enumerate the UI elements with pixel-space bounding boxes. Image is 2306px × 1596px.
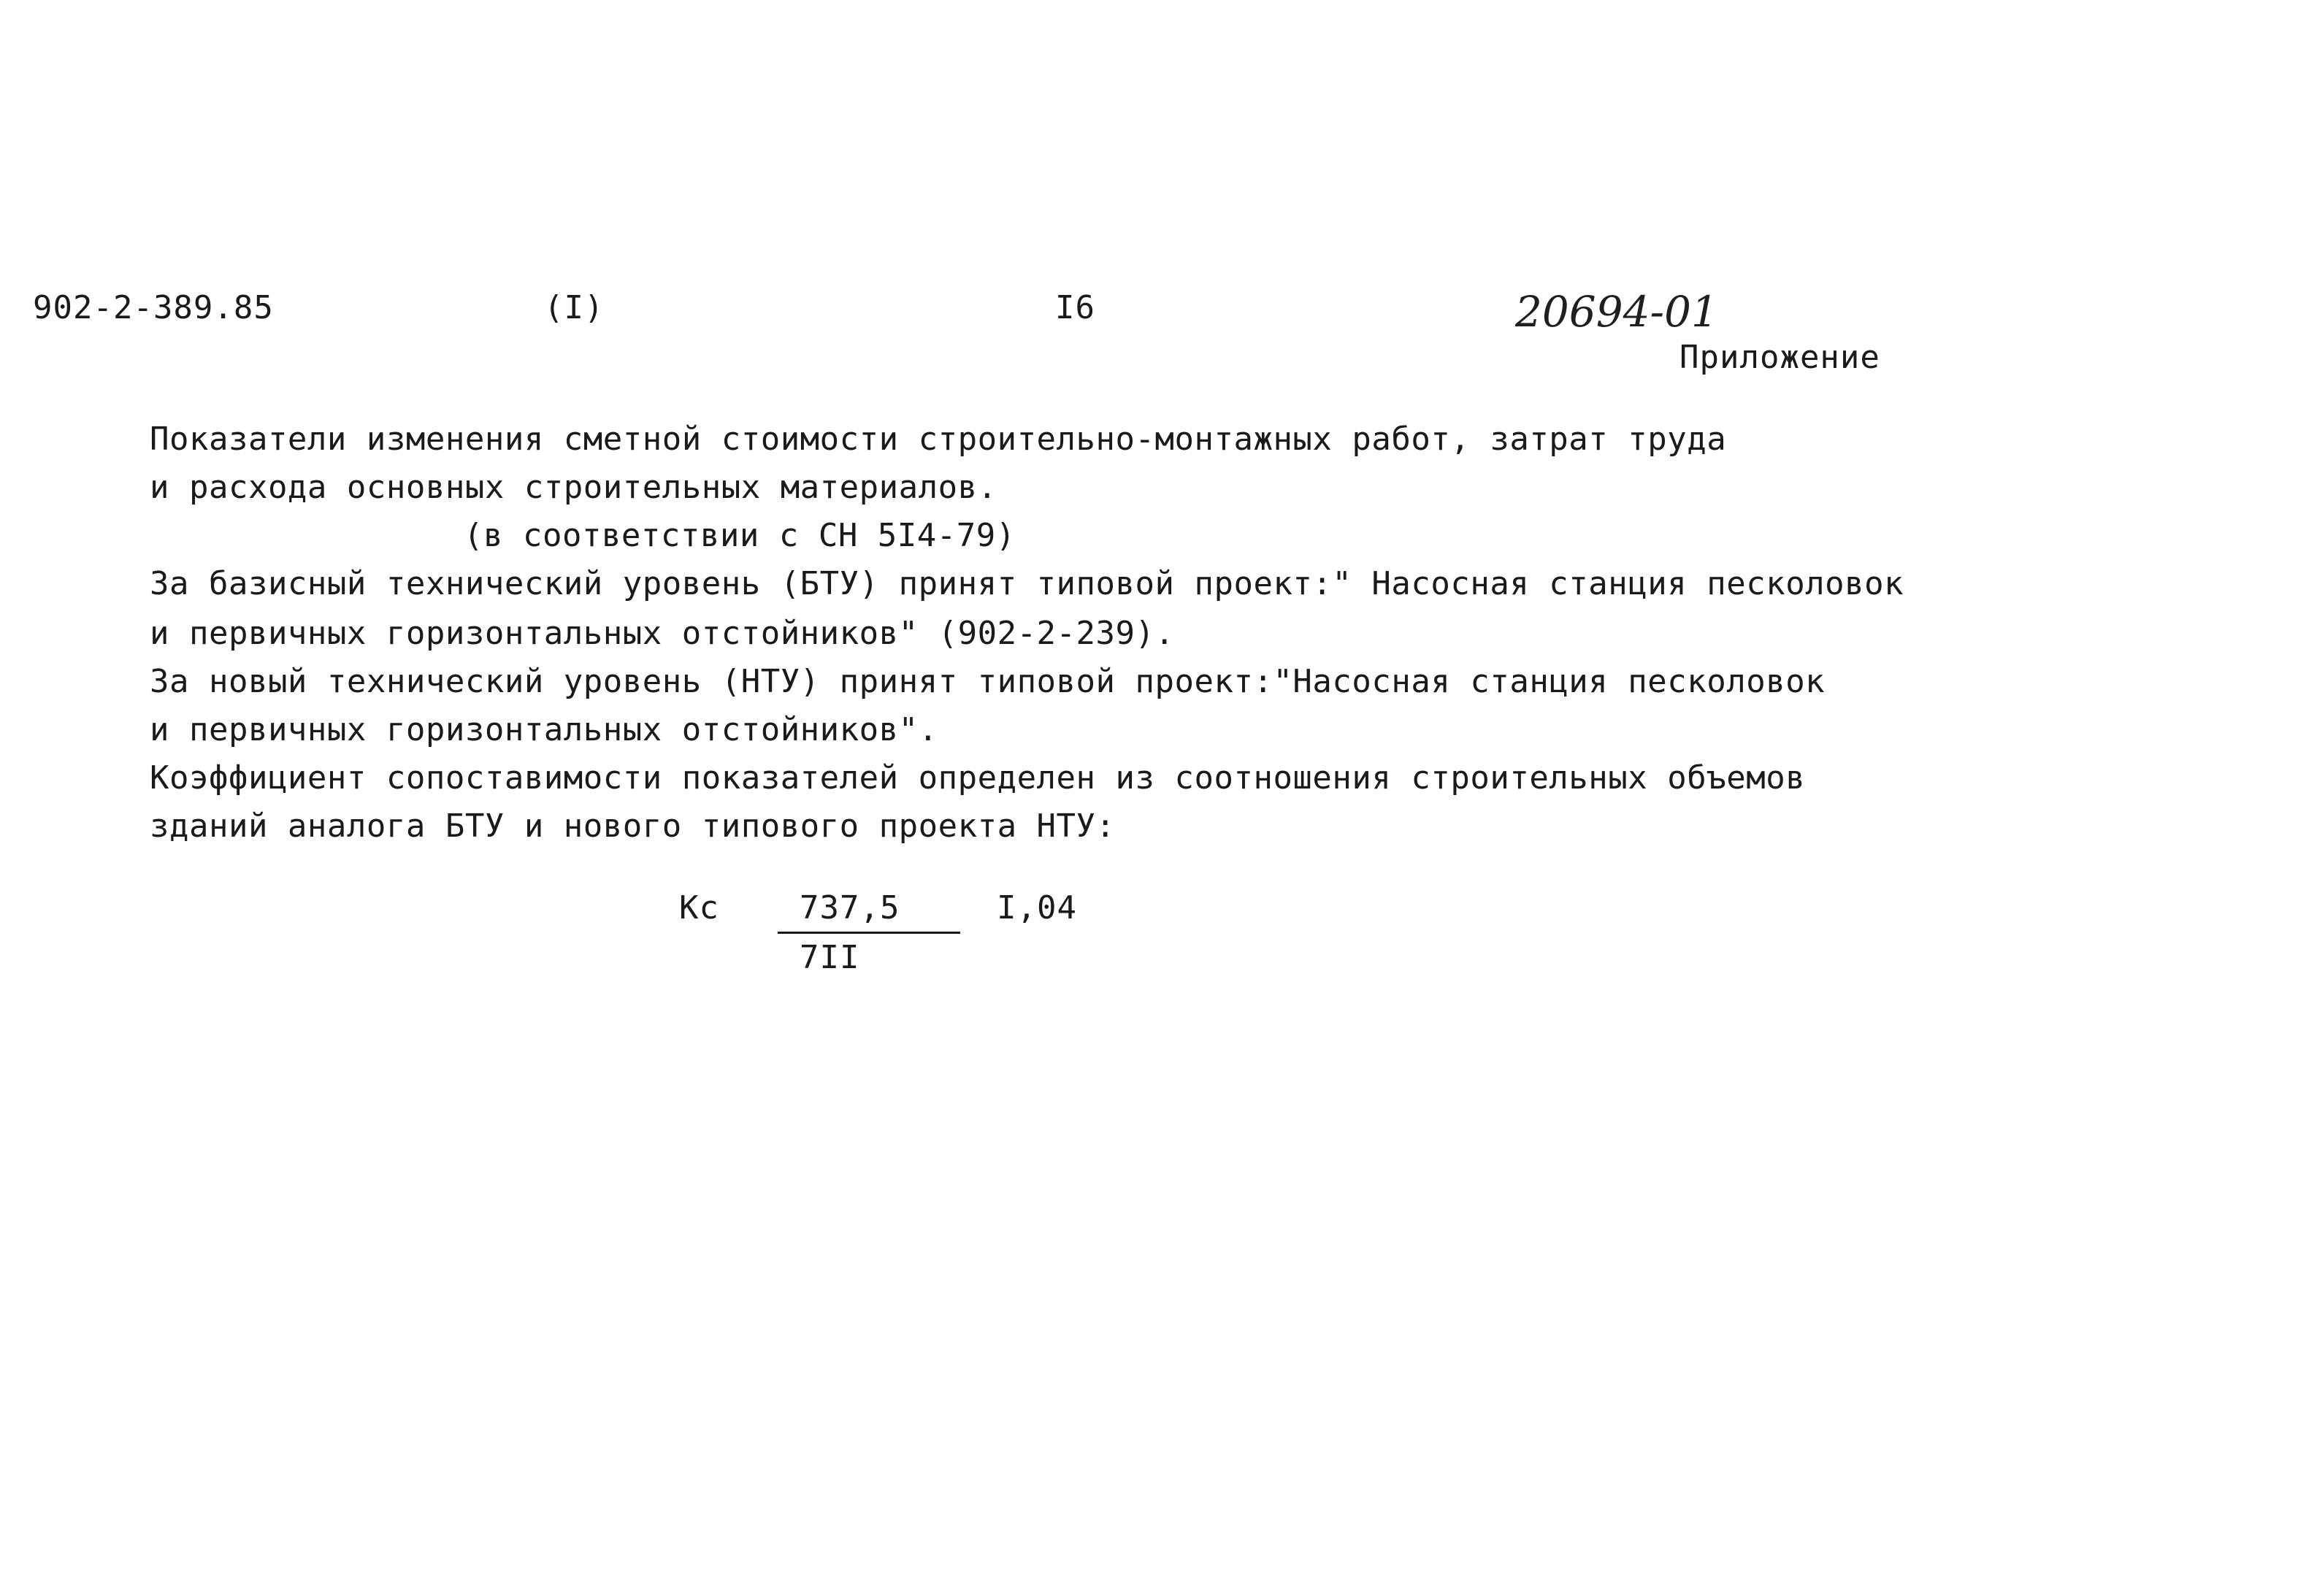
part-number: (I) (544, 289, 605, 326)
formula-symbol: Кс (679, 889, 719, 926)
body-line-3: (в соответствии с СН 5I4-79) (464, 517, 1016, 554)
page-number: I6 (1055, 289, 1095, 326)
formula-result: I,04 (997, 889, 1077, 926)
document-code: 902-2-389.85 (33, 289, 274, 326)
body-line-7: и первичных горизонтальных отстойников". (150, 711, 938, 748)
body-line-8: Коэффициент сопоставимости показателей определен из соотношения строительных объемов (150, 759, 1806, 797)
body-line-1: Показатели изменения сметной стоимости строительно-монтажных работ, затрат труда (150, 421, 1727, 458)
body-line-9: зданий аналога БТУ и нового типового проекта НТУ: (150, 807, 1116, 845)
archive-number: 20694-01 (1515, 287, 1718, 337)
fraction-bar (778, 932, 960, 934)
formula-denominator: 7II (800, 939, 860, 976)
body-line-6: За новый технический уровень (НТУ) принят типовой проект:"Насосная станция песколовок (150, 663, 1826, 700)
formula-numerator: 737,5 (800, 889, 900, 926)
body-line-4: За базисный технический уровень (БТУ) принят типовой проект:" Насосная станция песколовок (150, 565, 1904, 602)
body-line-5: и первичных горизонтальных отстойников" (902-2-239). (150, 615, 1175, 652)
body-line-2: и расхода основных строительных материалов. (150, 469, 997, 506)
appendix-label: Приложение (1679, 339, 1880, 376)
